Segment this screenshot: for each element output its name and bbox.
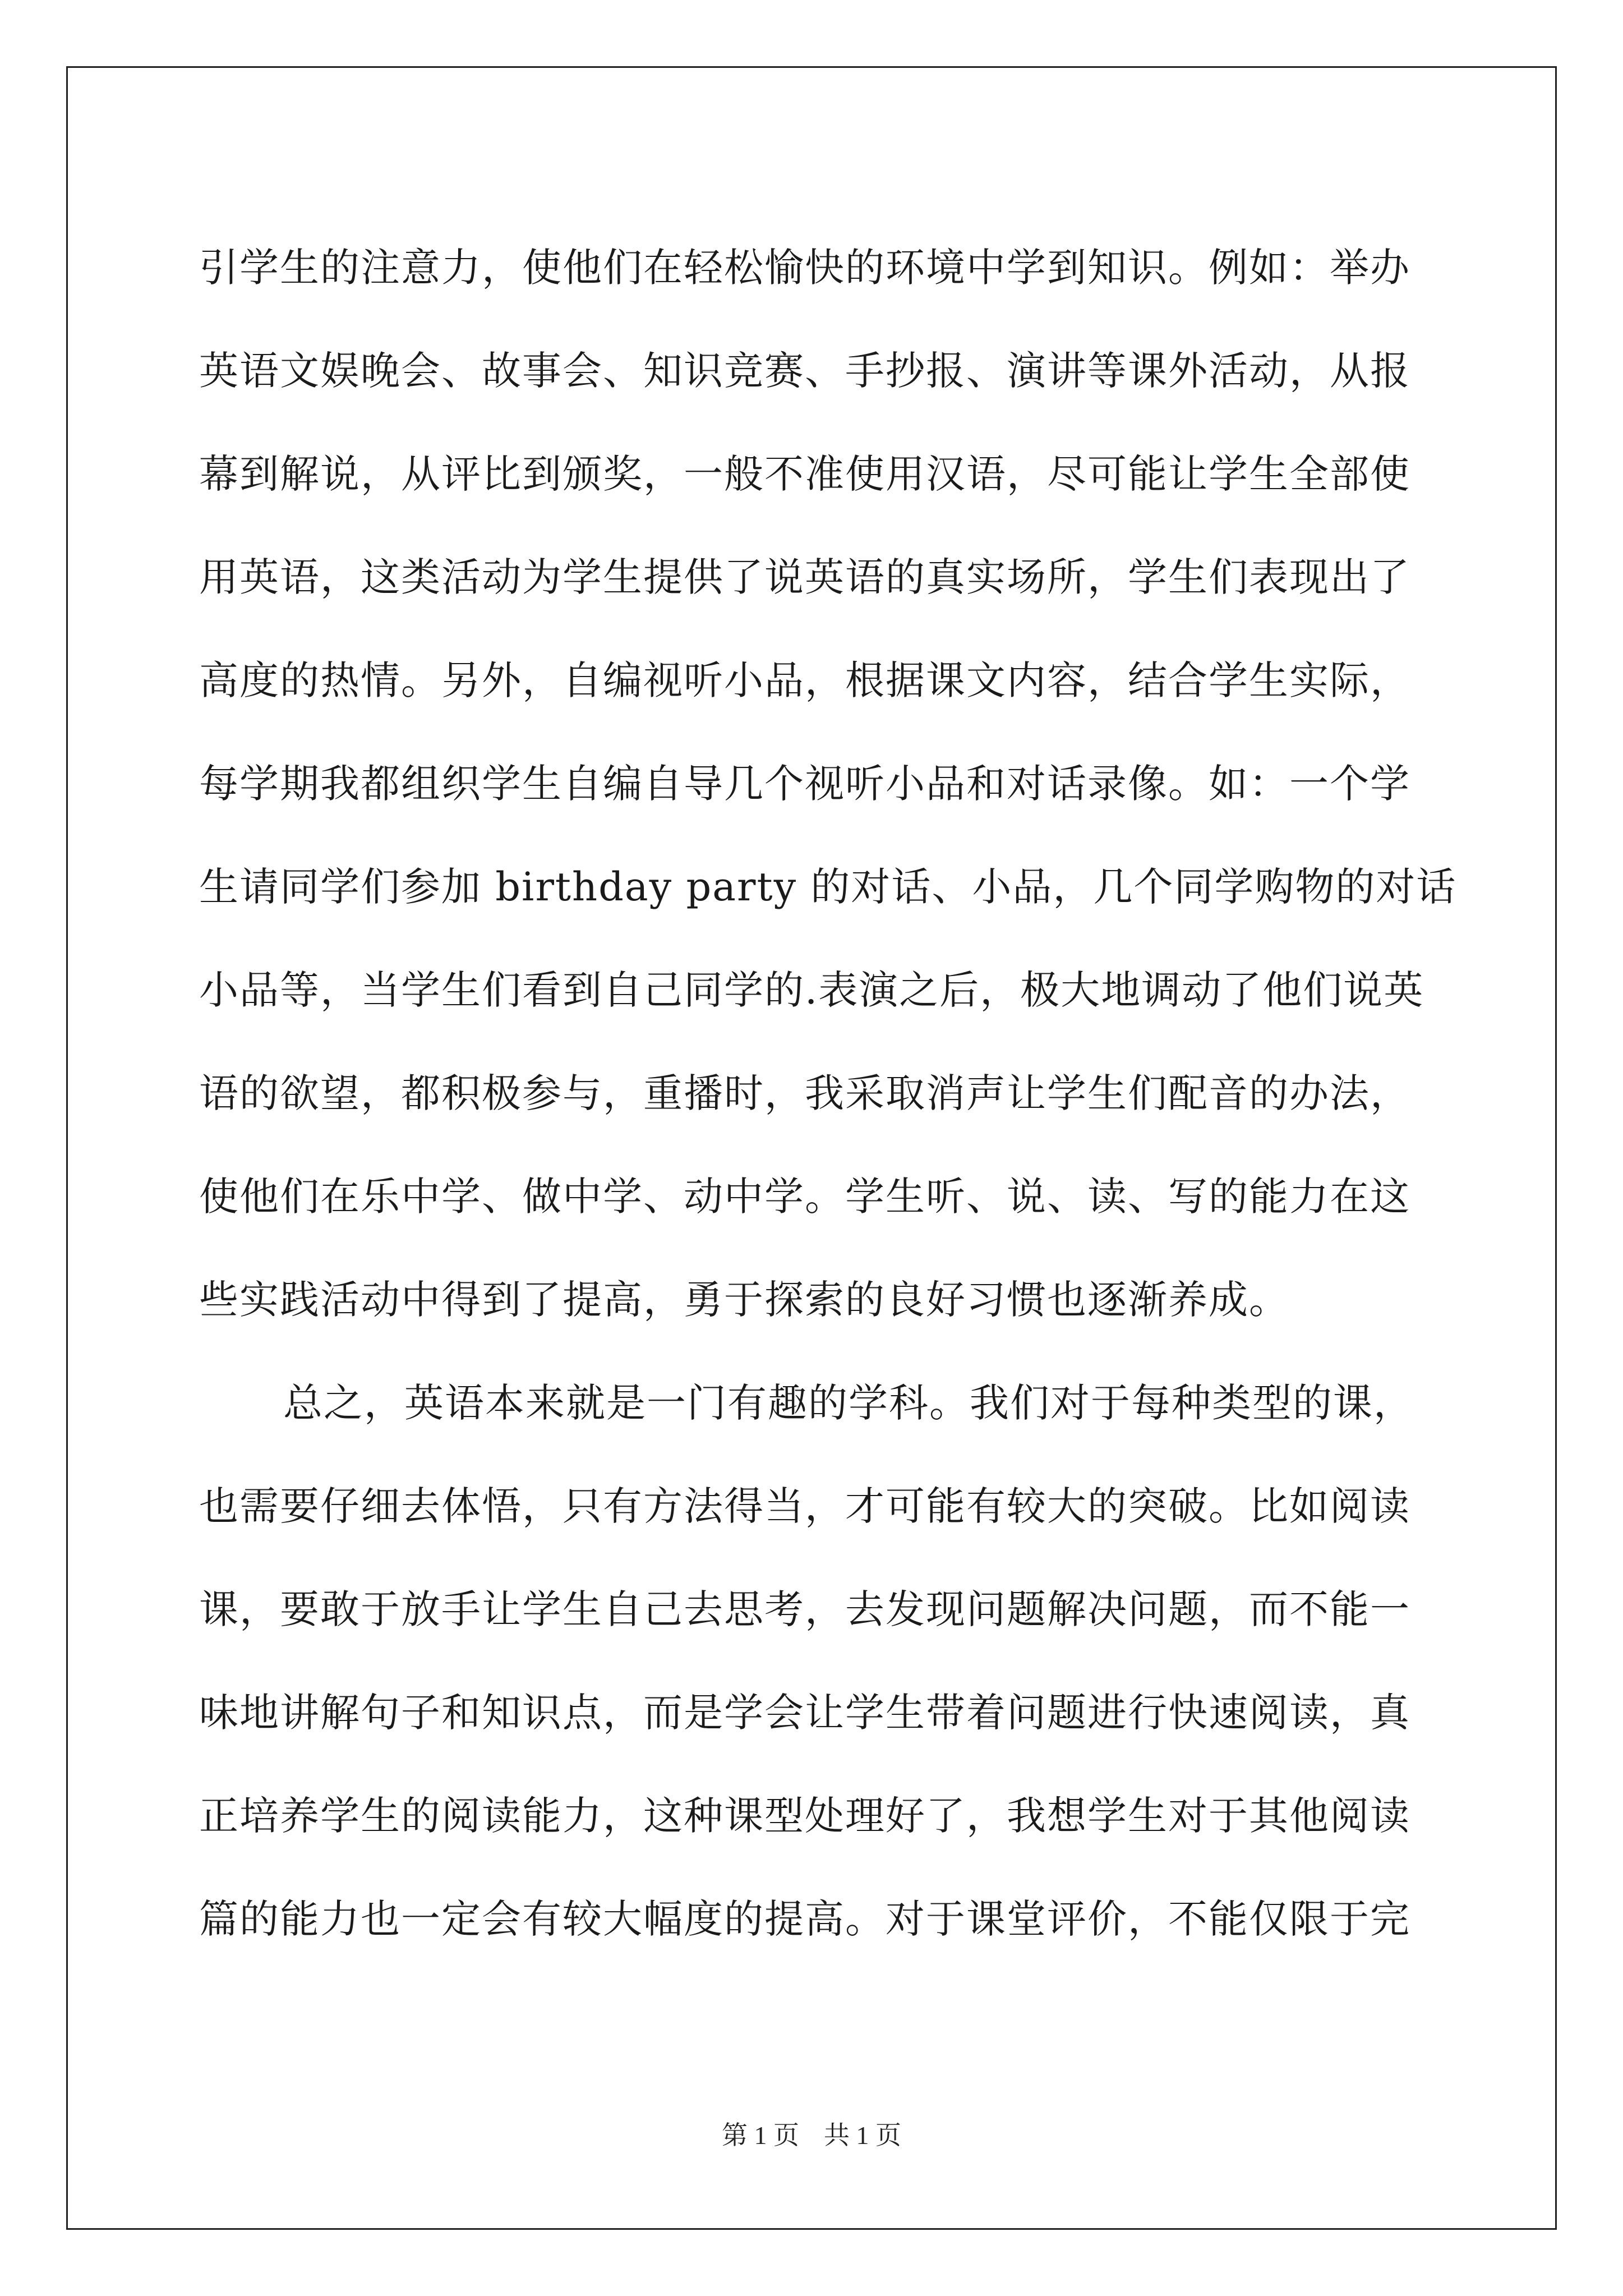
text-line: 使他们在乐中学、做中学、动中学。学生听、说、读、写的能力在这 [199,1174,1410,1220]
text-line: 语的欲望，都积极参与，重播时，我采取消声让学生们配音的办法， [199,1070,1410,1116]
text-line: 英语文娱晚会、故事会、知识竞赛、手抄报、演讲等课外活动，从报 [199,348,1410,394]
document-body [199,216,1457,1971]
text-line: 也需要仔细去体悟，只有方法得当，才可能有较大的突破。比如阅读 [199,1483,1410,1529]
text-line: 高度的热情。另外，自编视听小品，根据课文内容，结合学生实际， [199,657,1410,703]
text-line: 篇的能力也一定会有较大幅度的提高。对于课堂评价，不能仅限于完 [199,1896,1410,1942]
page-total: 共 1 页 [824,2121,901,2150]
text-line: 引学生的注意力，使他们在轻松愉快的环境中学到知识。例如：举办 [199,245,1410,291]
text-line: 幕到解说，从评比到颁奖，一般不准使用汉语，尽可能让学生全部使 [199,451,1410,497]
paragraph-start-line: 总之，英语本来就是一门有趣的学科。我们对于每种类型的课， [283,1380,1414,1426]
text-line: 课，要敢于放手让学生自己去思考，去发现问题解决问题，而不能一 [199,1586,1410,1632]
text-line: 每学期我都组织学生自编自导几个视听小品和对话录像。如：一个学 [199,761,1410,807]
text-line: 些实践活动中得到了提高，勇于探索的良好习惯也逐渐养成。 [199,1277,1289,1323]
page-footer [0,2115,1623,2152]
text-line: 生请同学们参加 birthday party 的对话、小品，几个同学购物的对话 [199,864,1457,910]
text-line: 正培养学生的阅读能力，这种课型处理好了，我想学生对于其他阅读 [199,1793,1410,1839]
page-number: 第 1 页 [722,2121,799,2150]
text-line: 小品等，当学生们看到自己同学的.表演之后，极大地调动了他们说英 [199,967,1424,1013]
text-line: 用英语，这类活动为学生提供了说英语的真实场所，学生们表现出了 [199,554,1410,600]
text-line: 味地讲解句子和知识点，而是学会让学生带着问题进行快速阅读，真 [199,1690,1410,1736]
